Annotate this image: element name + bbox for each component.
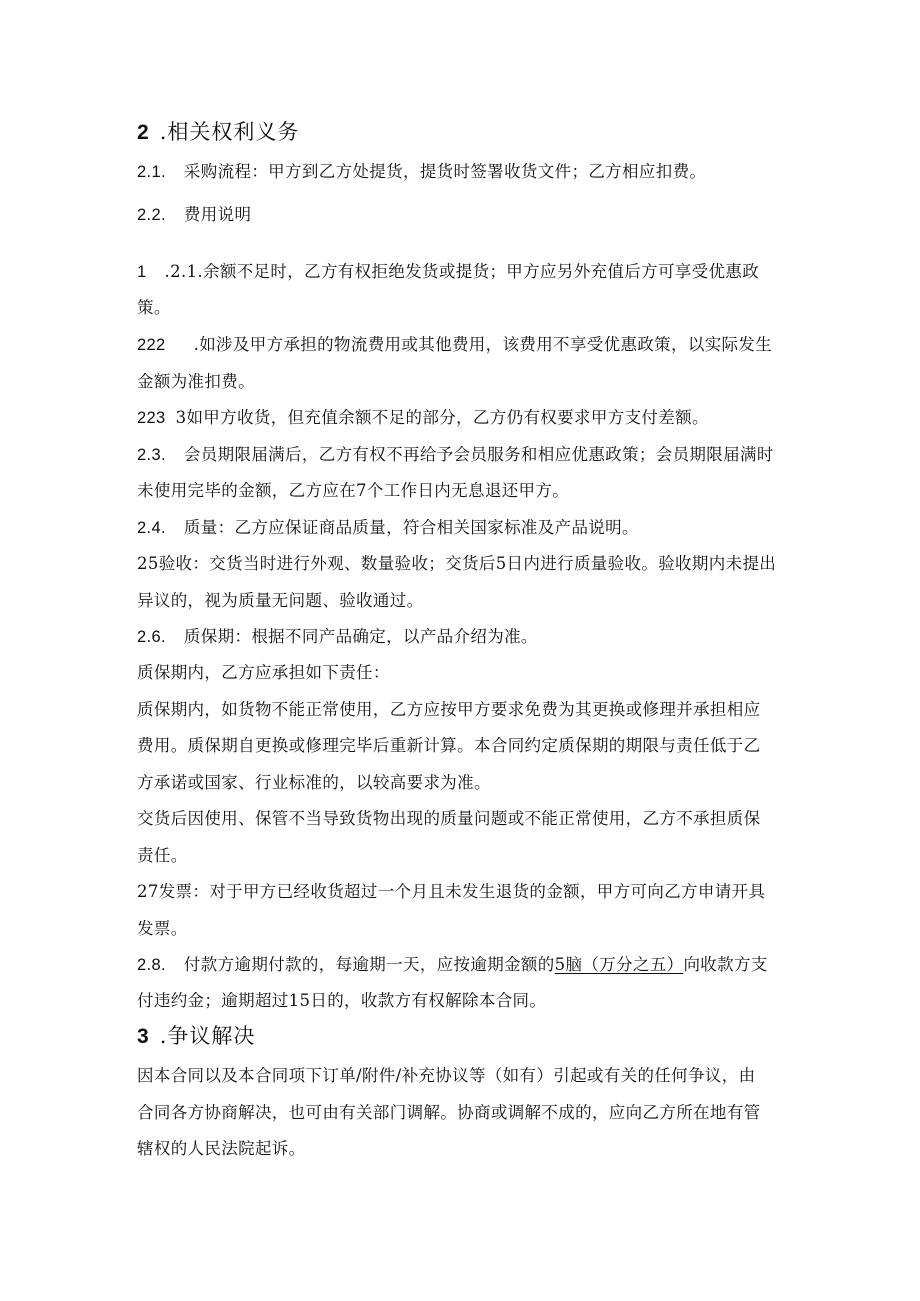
clause-2-5-line2: 异议的，视为质量无问题、验收通过。 bbox=[137, 591, 424, 610]
section-2-heading: 2 .相关权利义务 bbox=[137, 120, 300, 144]
clause-2-6: 2.6. 质保期：根据不同产品确定，以产品介绍为准。 bbox=[137, 627, 538, 646]
clause-2-7-line2: 发票。 bbox=[137, 919, 188, 938]
clause-2-2-1-line1: 1 .2.1.余额不足时，乙方有权拒绝发货或提货；甲方应另外充值后方可享受优惠政 bbox=[137, 262, 760, 281]
penalty-rate: 5脑（万分之五） bbox=[554, 955, 684, 974]
clause-2-2-2-line2: 金额为准扣费。 bbox=[137, 372, 255, 391]
warranty-p1-line3: 方承诺或国家、行业标准的，以较高要求为准。 bbox=[137, 773, 491, 792]
clause-2-1: 2.1. 采购流程：甲方到乙方处提货，提货时签署收货文件；乙方相应扣费。 bbox=[137, 162, 707, 181]
clause-2-2-1-line2: 策。 bbox=[137, 298, 171, 317]
clause-2-2-3: 223 3如甲方收货，但充值余额不足的部分，乙方仍有权要求甲方支付差额。 bbox=[137, 408, 709, 427]
warranty-p2-line1: 交货后因使用、保管不当导致货物出现的质量问题或不能正常使用，乙方不承担质保 bbox=[137, 809, 761, 828]
clause-2-8-line1: 2.8. 付款方逾期付款的，每逾期一天，应按逾期金额的5脑（万分之五）向收款方支 bbox=[137, 955, 768, 974]
clause-2-5-line1: 25验收：交货当时进行外观、数量验收；交货后5日内进行质量验收。验收期内未提出 bbox=[137, 554, 777, 573]
dispute-line2: 合同各方协商解决，也可由有关部门调解。协商或调解不成的，应向乙方所在地有管 bbox=[137, 1103, 761, 1122]
warranty-p1-line2: 费用。质保期自更换或修理完毕后重新计算。本合同约定质保期的期限与责任低于乙 bbox=[137, 736, 761, 755]
dispute-line1: 因本合同以及本合同项下订单/附件/补充协议等（如有）引起或有关的任何争议，由 bbox=[137, 1066, 756, 1085]
warranty-intro: 质保期内，乙方应承担如下责任： bbox=[137, 663, 390, 682]
warranty-p2-line2: 责任。 bbox=[137, 846, 188, 865]
clause-2-3-line2: 未使用完毕的金额，乙方应在7个工作日内无息退还甲方。 bbox=[137, 481, 570, 500]
dispute-line3: 辖权的人民法院起诉。 bbox=[137, 1139, 306, 1158]
clause-2-2-2-line1: 222 .如涉及甲方承担的物流费用或其他费用，该费用不享受优惠政策，以实际发生 bbox=[137, 335, 773, 354]
clause-2-3-line1: 2.3. 会员期限届满后，乙方有权不再给予会员服务和相应优惠政策；会员期限届满时 bbox=[137, 445, 774, 464]
warranty-p1-line1: 质保期内，如货物不能正常使用，乙方应按甲方要求免费为其更换或修理并承担相应 bbox=[137, 700, 761, 719]
section-3-heading: 3 .争议解决 bbox=[137, 1024, 256, 1048]
clause-2-7-line1: 27发票：对于甲方已经收货超过一个月且未发生退货的金额，甲方可向乙方申请开具 bbox=[137, 882, 766, 901]
clause-2-8-line2: 付违约金；逾期超过15日的，收款方有权解除本合同。 bbox=[137, 991, 547, 1010]
clause-2-4: 2.4. 质量：乙方应保证商品质量，符合相关国家标准及产品说明。 bbox=[137, 518, 639, 537]
clause-2-2: 2.2. 费用说明 bbox=[137, 205, 252, 224]
